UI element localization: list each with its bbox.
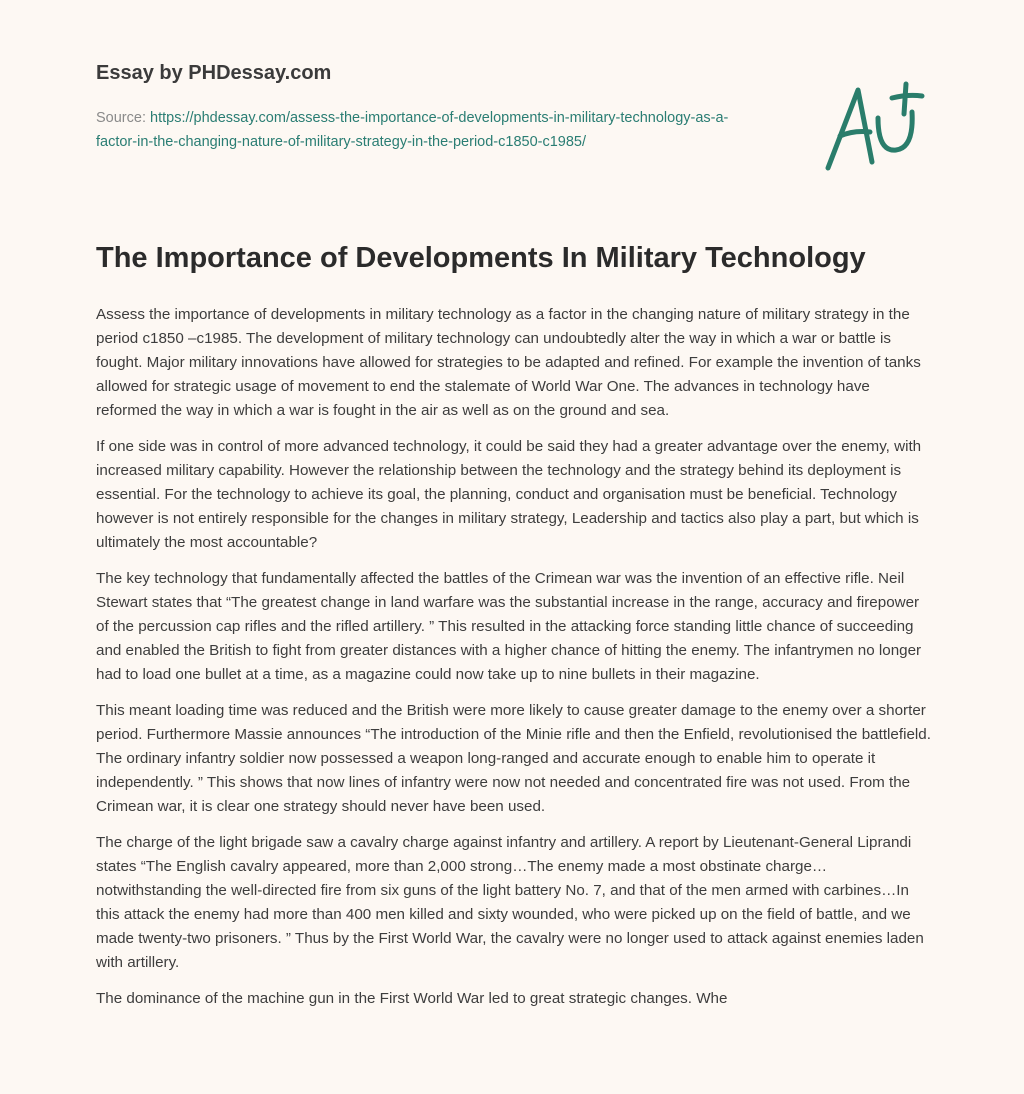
essay-paragraph: The key technology that fundamentally affected the battles of the Crimean war was the invention of an effective rifle. Neil Stewart states that “The greatest change in land warfare was the substantial increase in the range, accuracy and firepower of the percussion cap rifles and the rifled artillery. ” This resulted in the attacking force standing little chance of succeeding and enabled the British to fight from greater distances with a higher chance of hitting the enemy. The infantrymen no longer had to load one bullet at a time, as a magazine could now take up to nine bullets in their magazine. xyxy=(96,570,922,683)
source-link[interactable]: https://phdessay.com/assess-the-importance-of-developments-in-military-technology-as-a-factor-in-the-changing-nature-of-military-strategy-in-the-period-c1850-c1985/ xyxy=(96,110,729,150)
essay-title: The Importance of Developments In Military Technology xyxy=(96,242,866,274)
logo-text: A+ xyxy=(820,78,822,79)
essay-paragraph: The charge of the light brigade saw a cavalry charge against infantry and artillery. A report by Lieutenant-General Liprandi states “The English cavalry appeared, more than 2,000 strong…The enemy made a most obstinate charge…notwithstanding the well-directed fire from six guns of the light battery No. 7, and that of the men armed with carbines…In this attack the enemy had more than 400 men killed and sixty wounded, who were picked up on the field of battle, and we made twenty-two prisoners. ” Thus by the First World War, the cavalry were no longer used to attack against enemies laden with artillery. xyxy=(96,834,924,971)
essay-paragraph: Assess the importance of developments in military technology as a factor in the changing nature of military strategy in the period c1850 –c1985. The development of military technology can undoubtedly alter the way in which a war or battle is fought. Major military innovations have allowed for strategies to be adapted and refined. For example the invention of tanks allowed for strategic usage of movement to end the stalemate of World War One. The advances in technology have reformed the way in which a war is fought in the air as well as on the ground and sea. xyxy=(96,306,921,419)
source-label: Source: xyxy=(96,110,146,126)
essay-paragraph: This meant loading time was reduced and the British were more likely to cause greater damage to the enemy over a shorter period. Furthermore Massie announces “The introduction of the Minie rifle and then the Enfield, revolutionised the battlefield. The ordinary infantry soldier now possessed a weapon long-ranged and accurate enough to enable him to operate it independently. ” This shows that now lines of infantry were now not needed and concentrated fire was not used. From the Crimean war, it is clear one strategy should never have been used. xyxy=(96,702,931,815)
source-line xyxy=(96,106,736,154)
site-name: Essay by PHDessay.com xyxy=(96,62,332,84)
essay-body xyxy=(96,303,932,1023)
a-plus-logo-icon xyxy=(820,78,930,174)
essay-paragraph: The dominance of the machine gun in the First World War led to great strategic changes. Whe xyxy=(96,990,728,1007)
a-plus-logo-graphic xyxy=(820,78,930,174)
essay-paragraph: If one side was in control of more advanced technology, it could be said they had a greater advantage over the enemy, with increased military capability. However the relationship between the technology and the strategy behind its deployment is essential. For the technology to achieve its goal, the planning, conduct and organisation must be beneficial. Technology however is not entirely responsible for the changes in military strategy, Leadership and tactics also play a part, but which is ultimately the most accountable? xyxy=(96,438,922,551)
